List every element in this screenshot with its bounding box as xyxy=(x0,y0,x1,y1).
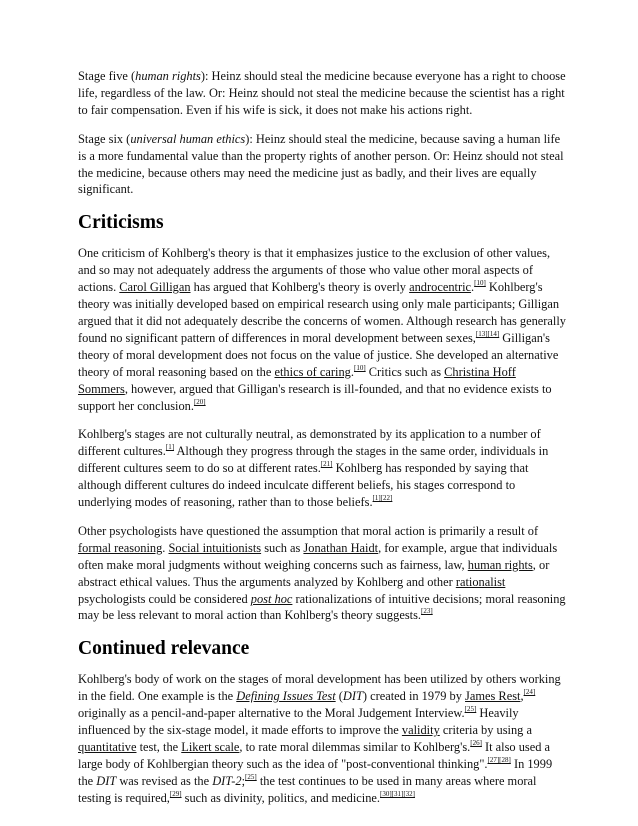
text-run: psychologists could be considered xyxy=(78,591,251,606)
inline-link[interactable]: rationalist xyxy=(455,574,506,589)
text-run: Other psychologists have questioned the assumption that moral action is primarily a result of xyxy=(78,523,539,538)
citation-link[interactable]: [25] xyxy=(464,705,477,714)
inline-link[interactable]: James Rest xyxy=(465,689,521,704)
inline-link[interactable]: Defining Issues Test xyxy=(236,689,336,704)
text-run: Gilligan's theory of moral development does not focus on the value of justice. She developed an alternative theory of moral reasoning based on the xyxy=(78,330,559,379)
text-run: rationalizations of intuitive decisions; moral reasoning may be less relevant to moral action than Kohlberg's theory suggests. xyxy=(78,591,566,623)
text-run: ): Heinz should steal the medicine because everyone has a right to choose life, regardless of the law. Or: Heinz should not steal the medicine because the scientist has a right to fair compensation. Even if his wife is sick, it does not make his actions right. xyxy=(78,69,566,117)
citation-link[interactable]: [29] xyxy=(169,789,182,798)
paragraph-criticism-culture xyxy=(78,426,566,511)
citation-link[interactable]: [10] xyxy=(474,279,486,288)
text-run: ): Heinz should steal the medicine, because saving a human life is a more fundamental value than the property rights of another person. Or: Heinz should not steal the medicine, because others may need the medicine just as badly, and their lives are equally significant. xyxy=(78,131,564,197)
italic-term: DIT xyxy=(96,773,117,788)
heading-continued-relevance: Continued relevance xyxy=(78,638,250,660)
text-run: It also used a large body of Kohlbergian theory such as the idea of "post-conventional thinking". xyxy=(78,740,551,771)
text-run: . xyxy=(350,364,354,379)
text-run: . xyxy=(162,540,169,555)
text-run: Critics such as xyxy=(365,364,445,379)
inline-link[interactable]: Likert scale xyxy=(181,740,240,754)
citation-link[interactable]: [21] xyxy=(320,460,333,469)
inline-link[interactable]: Carol Gilligan xyxy=(119,280,191,295)
paragraph-stage-five xyxy=(78,68,566,119)
text-run: Heavily influenced by the six-stage model, it made efforts to improve the xyxy=(78,706,519,738)
citation-link[interactable]: [27][28] xyxy=(487,755,511,764)
heading-criticisms: Criticisms xyxy=(78,212,164,234)
text-run: test, the xyxy=(136,740,182,754)
text-run: has argued that Kohlberg's theory is overly xyxy=(190,280,410,295)
italic-term: human rights xyxy=(135,69,201,83)
inline-link[interactable]: Christina Hoff Sommers xyxy=(78,364,516,396)
text-run: ( xyxy=(335,689,343,704)
text-run: Although they progress through the stages in the same order, individuals in different cultures seem to do so at different rates. xyxy=(78,444,549,476)
inline-link[interactable]: post hoc xyxy=(250,591,293,606)
article-body xyxy=(78,68,566,819)
inline-link[interactable]: Social intuitionists xyxy=(168,540,262,555)
text-run: ) created in 1979 by xyxy=(362,689,466,704)
paragraph-criticism-gilligan xyxy=(78,245,566,414)
citation-link[interactable]: [24] xyxy=(523,688,536,697)
inline-link[interactable]: human rights xyxy=(467,557,533,572)
citation-link[interactable]: [30][31][32] xyxy=(380,789,416,798)
text-run: One criticism of Kohlberg's theory is that it emphasizes justice to the exclusion of other values, and so may not adequately address the arguments of those who value other moral aspects of actions. xyxy=(78,246,551,295)
text-run: was revised as the xyxy=(116,773,213,788)
citation-link[interactable]: [25] xyxy=(245,772,257,781)
text-run: Kohlberg's body of work on the stages of moral development has been utilized by others working in the field. One example is the xyxy=(78,672,561,704)
text-run: Kohlberg's stages are not culturally neutral, as demonstrated by its application to a number of different cultures. xyxy=(78,427,541,459)
paragraph-relevance-dit xyxy=(78,671,566,806)
inline-link[interactable]: ethics of caring xyxy=(274,364,351,379)
citation-link[interactable]: [1][22] xyxy=(372,494,393,503)
text-run: such as divinity, politics, and medicine. xyxy=(181,790,381,805)
citation-link[interactable]: [26] xyxy=(470,739,482,747)
text-run: Kohlberg has responded by saying that although different cultures do indeed inculcate different beliefs, his stages correspond to underlying modes of reasoning, rather than to those beliefs. xyxy=(78,461,529,510)
text-run: , however, argued that Gilligan's research is ill-founded, and that no evidence exists to support her conclusion. xyxy=(78,381,552,413)
text-run: Kohlberg's theory was initially developed based on empirical research using only male participants; Gilligan argued that it did not adequately describe the concerns of women. Although research has generally found no significant pattern of differences in moral development between sexes, xyxy=(78,280,567,345)
text-run: Stage five ( xyxy=(78,69,136,83)
inline-link[interactable]: Jonathan Haidt xyxy=(303,540,379,555)
text-run: . xyxy=(471,280,475,295)
paragraph-stage-six xyxy=(78,131,566,199)
text-run: criteria by using a xyxy=(439,723,532,738)
inline-link[interactable]: quantitative xyxy=(78,740,137,754)
citation-link[interactable]: [1] xyxy=(165,443,175,452)
text-run: , to rate moral dilemmas similar to Kohlberg's. xyxy=(239,740,471,754)
citation-link[interactable]: [13][14] xyxy=(475,329,500,338)
text-run: ; xyxy=(241,773,246,788)
citation-link[interactable]: [10] xyxy=(353,363,366,372)
text-run: , or abstract ethical values. Thus the arguments analyzed by Kohlberg and other xyxy=(78,557,550,589)
text-run: Stage six ( xyxy=(78,131,131,146)
text-run: such as xyxy=(261,540,304,555)
citation-link[interactable]: [20] xyxy=(193,397,206,406)
paragraph-criticism-intuition xyxy=(78,523,566,624)
text-run: In 1999 the xyxy=(78,756,553,788)
italic-term: universal human ethics xyxy=(130,131,246,146)
italic-term: DIT-2 xyxy=(212,773,242,788)
inline-link[interactable]: validity xyxy=(401,723,440,738)
italic-term: DIT xyxy=(342,689,363,704)
text-run: originally as a pencil-and-paper alternative to the Moral Judgement Interview. xyxy=(78,706,465,721)
inline-link[interactable]: androcentric xyxy=(409,280,472,295)
text-run: , xyxy=(520,689,524,704)
inline-link[interactable]: formal reasoning xyxy=(78,540,163,555)
text-run: the test continues to be used in many areas where moral testing is required, xyxy=(78,773,537,805)
text-run: , for example, argue that individuals often make moral judgments without weighing concerns such as fairness, law, xyxy=(78,540,558,572)
citation-link[interactable]: [23] xyxy=(421,607,433,616)
